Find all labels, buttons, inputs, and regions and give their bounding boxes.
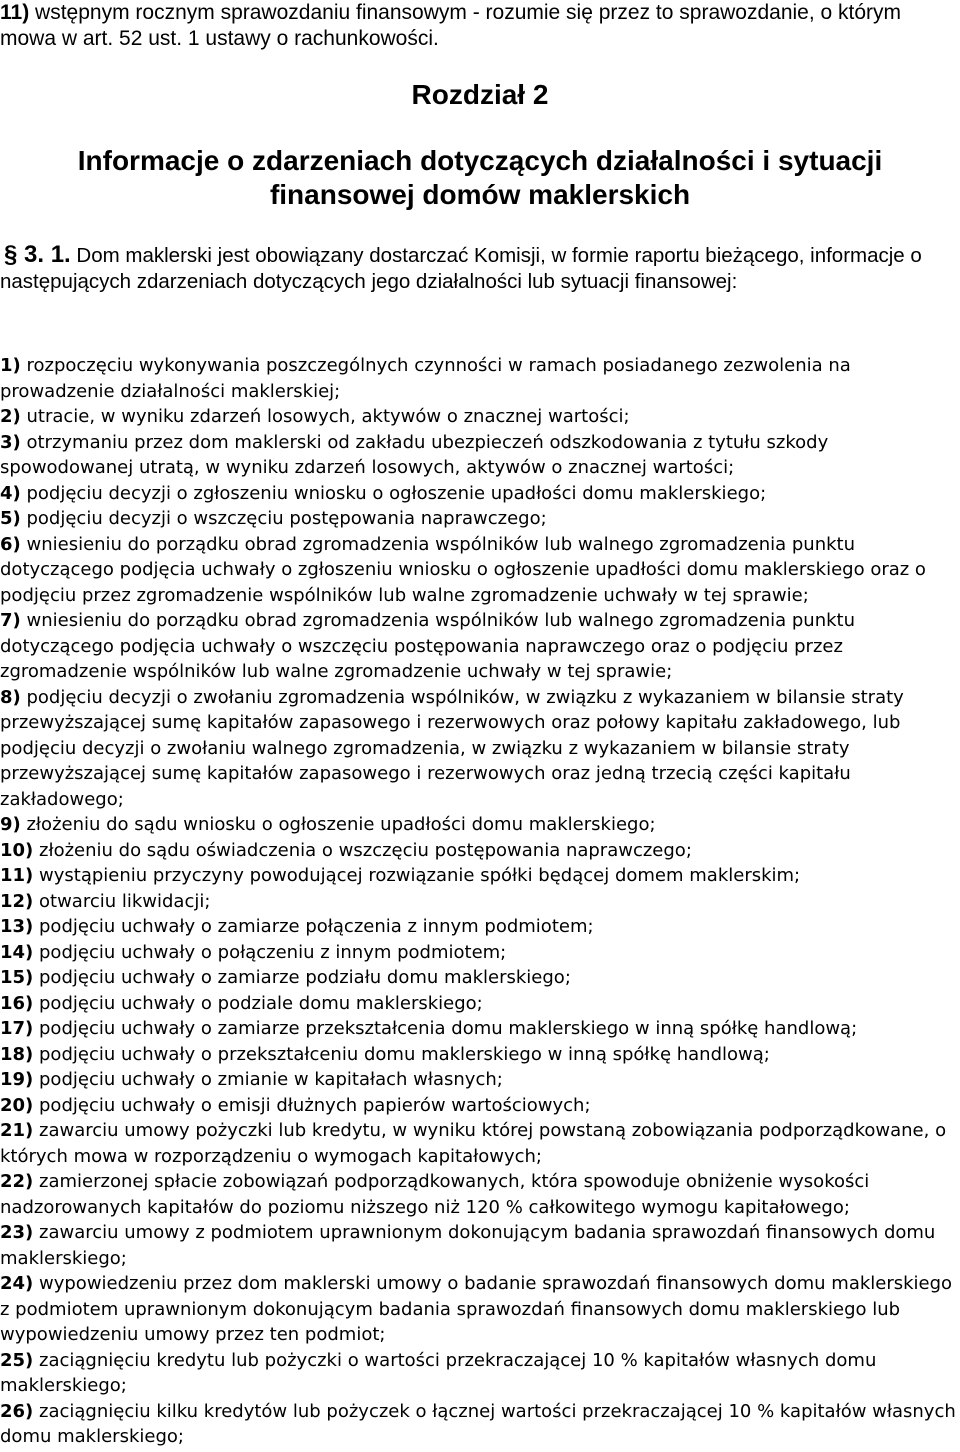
- list-item-text: podjęciu uchwały o zmianie w kapitałach własnych;: [33, 1069, 503, 1090]
- intro-paragraph: [0, 0, 950, 52]
- list-item: [0, 965, 958, 991]
- list-item: [0, 532, 958, 609]
- list-item: [0, 1118, 958, 1169]
- list-item-text: złożeniu do sądu oświadczenia o wszczęciu postępowania naprawczego;: [33, 839, 692, 861]
- section-paragraph: [0, 242, 955, 295]
- list-item: [0, 1093, 958, 1119]
- chapter-heading-line-1: Informacje o zdarzeniach dotyczących działalności i sytuacji: [77, 145, 883, 176]
- list-item-number: 24): [0, 1273, 34, 1294]
- list-item-text: zamierzonej spłacie zobowiązań podporządkowanych, która spowoduje obniżenie wysokości nadzorowanych kapitałów do poziomu niższego niż 120 % całkowitego wymogu kapitałowego;: [0, 1171, 870, 1218]
- list-item-number: 14): [0, 941, 34, 963]
- list-item-text: otrzymaniu przez dom maklerski od zakładu ubezpieczeń odszkodowania z tytułu szkody spowodowanej utratą, w wyniku zdarzeń losowych, aktywów o znacznej wartości;: [0, 431, 829, 478]
- list-item-number: 8): [0, 686, 21, 708]
- list-item-number: 9): [0, 814, 21, 835]
- list-item-number: 13): [0, 916, 34, 937]
- list-item: [0, 1169, 958, 1220]
- list-item-number: 1): [0, 355, 21, 376]
- list-item-number: 12): [0, 890, 34, 912]
- list-item-number: 18): [0, 1043, 34, 1065]
- list-item-number: 26): [0, 1400, 34, 1422]
- list-item: [0, 914, 958, 940]
- list-item-text: wystąpieniu przyczyny powodującej rozwiązanie spółki będącej domem maklerskim;: [33, 865, 801, 886]
- intro-number: 11): [0, 1, 30, 24]
- list-item: [0, 991, 958, 1017]
- list-item-number: 16): [0, 992, 34, 1014]
- event-list: [0, 353, 958, 1450]
- list-item-number: 21): [0, 1120, 34, 1141]
- list-item-text: podjęciu uchwały o podziale domu maklerskiego;: [33, 992, 483, 1014]
- list-item-number: 25): [0, 1349, 34, 1371]
- list-item: [0, 481, 958, 507]
- list-item-number: 3): [0, 431, 21, 453]
- list-item-text: złożeniu do sądu wniosku o ogłoszenie upadłości domu maklerskiego;: [20, 814, 656, 835]
- chapter-heading: [0, 144, 960, 212]
- list-item-number: 5): [0, 508, 21, 529]
- list-item: [0, 1067, 958, 1093]
- list-item-text: podjęciu uchwały o zamiarze połączenia z innym podmiotem;: [33, 916, 594, 937]
- list-item-number: 6): [0, 533, 21, 555]
- list-item-number: 7): [0, 610, 21, 631]
- list-item-text: wniesieniu do porządku obrad zgromadzenia wspólników lub walnego zgromadzenia punktu dotyczącego podjęcia uchwały o wszczęciu postępowania naprawczego oraz o podjęciu przez zgromadzenie wspólników lub walne zgromadzenie uchwały w tej sprawie;: [0, 610, 856, 682]
- list-item-text: wniesieniu do porządku obrad zgromadzenia wspólników lub walnego zgromadzenia punktu dotyczącego podjęcia uchwały o zgłoszeniu wniosku o ogłoszenie upadłości domu maklerskiego oraz o podjęciu przez zgromadzenie wspólników lub walne zgromadzenie uchwały w tej sprawie;: [0, 533, 926, 606]
- list-item-text: podjęciu uchwały o połączeniu z innym podmiotem;: [33, 941, 507, 963]
- list-item-text: wypowiedzeniu przez dom maklerski umowy o badanie sprawozdań finansowych domu maklerskiego z podmiotem uprawnionym dokonującym badania sprawozdań finansowych domu maklerskiego lub wypowiedzeniu umowy przez ten podmiot;: [0, 1273, 953, 1345]
- list-item-text: zaciągnięciu kredytu lub pożyczki o wartości przekraczającej 10 % kapitałów własnych domu maklerskiego;: [0, 1349, 877, 1396]
- list-item-number: 22): [0, 1171, 34, 1192]
- list-item-text: podjęciu uchwały o zamiarze podziału domu maklerskiego;: [33, 967, 571, 988]
- list-item: [0, 608, 958, 685]
- list-item-number: 15): [0, 967, 34, 988]
- list-item-number: 23): [0, 1222, 34, 1243]
- list-item-text: podjęciu uchwały o przekształceniu domu maklerskiego w inną spółkę handlową;: [33, 1043, 770, 1065]
- list-item-text: zawarciu umowy z podmiotem uprawnionym dokonującym badania sprawozdań finansowych domu maklerskiego;: [0, 1222, 936, 1269]
- list-item-text: otwarciu likwidacji;: [33, 890, 211, 912]
- list-item-number: 4): [0, 482, 21, 504]
- chapter-heading-line-2: finansowej domów maklerskich: [269, 179, 691, 210]
- list-item: [0, 863, 958, 889]
- list-item: [0, 812, 958, 838]
- list-item: [0, 1042, 958, 1068]
- list-item: [0, 838, 958, 864]
- list-item: [0, 685, 958, 813]
- list-item: [0, 1220, 958, 1271]
- intro-text: wstępnym rocznym sprawozdaniu finansowym - rozumie się przez to sprawozdanie, o którym mowa w art. 52 ust. 1 ustawy o rachunkowości.: [0, 1, 902, 50]
- list-item-number: 19): [0, 1069, 34, 1090]
- list-item: [0, 430, 958, 481]
- section-number: § 3. 1.: [4, 241, 71, 268]
- list-item-text: podjęciu uchwały o emisji dłużnych papierów wartościowych;: [33, 1094, 591, 1116]
- list-item: [0, 1348, 958, 1399]
- list-item-text: podjęciu decyzji o zwołaniu zgromadzenia wspólników, w związku z wykazaniem w bilansie straty przewyższającej sumę kapitałów zapasowego i rezerwowych oraz połowy kapitału zakładowego, lub podjęciu decyzji o zwołaniu walnego zgromadzenia, w związku z wykazaniem w bilansie straty przewyższającej sumę kapitałów zapasowego i rezerwowych oraz jedną trzecią części kapitału zakładowego;: [0, 686, 904, 810]
- list-item: [0, 404, 958, 430]
- list-item: [0, 506, 958, 532]
- list-item: [0, 1271, 958, 1348]
- chapter-title: Rozdział 2: [411, 79, 549, 110]
- list-item-number: 10): [0, 839, 34, 861]
- list-item: [0, 889, 958, 915]
- list-item: [0, 1399, 958, 1450]
- list-item-text: rozpoczęciu wykonywania poszczególnych czynności w ramach posiadanego zezwolenia na prowadzenie działalności maklerskiej;: [0, 355, 851, 402]
- list-item-number: 11): [0, 865, 34, 886]
- list-item-text: podjęciu uchwały o zamiarze przekształcenia domu maklerskiego w inną spółkę handlową;: [33, 1018, 858, 1039]
- list-item-text: podjęciu decyzji o wszczęciu postępowania naprawczego;: [20, 508, 547, 529]
- list-item: [0, 353, 958, 404]
- list-item-number: 2): [0, 406, 21, 427]
- list-item-text: zawarciu umowy pożyczki lub kredytu, w wyniku której powstaną zobowiązania podporządkowane, o których mowa w rozporządzeniu o wymogach kapitałowych;: [0, 1120, 947, 1167]
- list-item-number: 20): [0, 1094, 34, 1116]
- list-item-number: 17): [0, 1018, 34, 1039]
- list-item: [0, 1016, 958, 1042]
- list-item-text: utracie, w wyniku zdarzeń losowych, aktywów o znacznej wartości;: [20, 406, 630, 427]
- list-item-text: zaciągnięciu kilku kredytów lub pożyczek o łącznej wartości przekraczającej 10 % kapitałów własnych domu maklerskiego;: [0, 1400, 956, 1447]
- list-item-text: podjęciu decyzji o zgłoszeniu wniosku o ogłoszenie upadłości domu maklerskiego;: [20, 482, 767, 504]
- list-item: [0, 940, 958, 966]
- section-text: Dom maklerski jest obowiązany dostarczać Komisji, w formie raportu bieżącego, informacje o następujących zdarzeniach dotyczących jego działalności lub sytuacji finansowej:: [0, 244, 922, 293]
